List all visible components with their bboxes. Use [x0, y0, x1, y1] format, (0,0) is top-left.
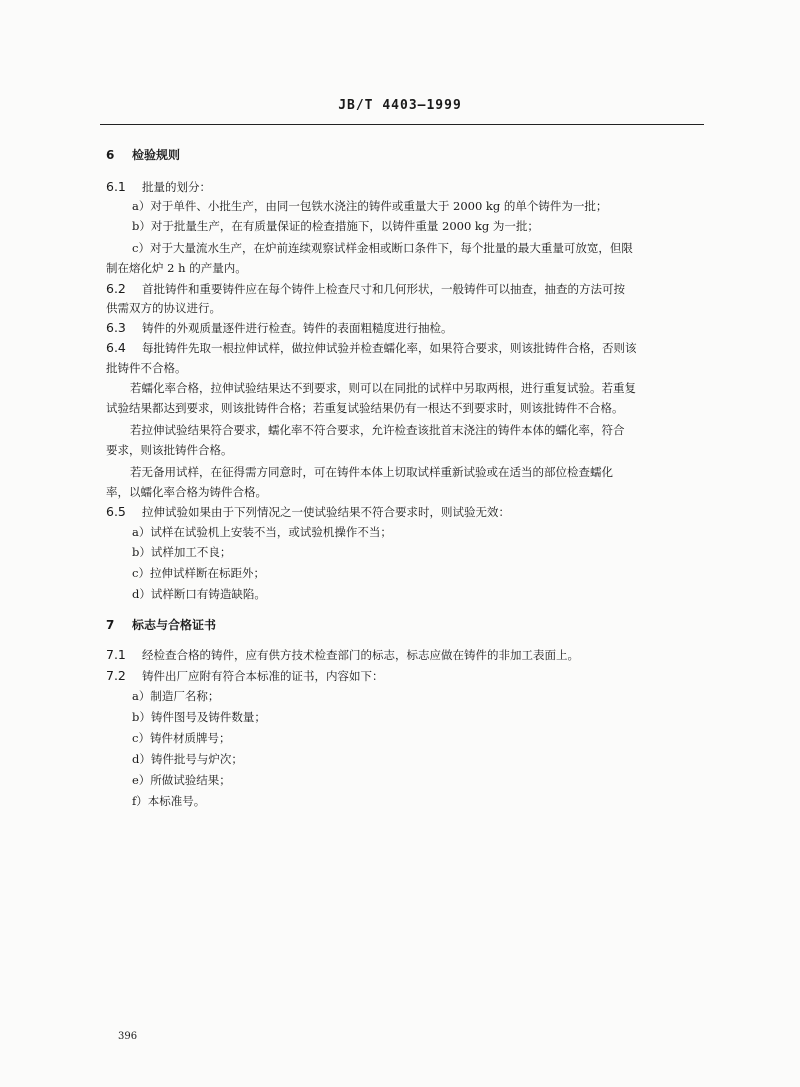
clause-number: 6.4	[106, 340, 126, 355]
paragraph: 若拉伸试验结果符合要求，蠕化率不符合要求，允许检查该批首末浇注的铸件本体的蠕化率，符合	[130, 423, 625, 437]
clause-number: 6.1	[106, 179, 126, 194]
section-6-heading	[106, 148, 180, 162]
clause-number: 6.2	[106, 281, 126, 296]
list-item: c）对于大量流水生产，在炉前连续观察试样金相或断口条件下，每个批量的最大重量可放宽，但限	[132, 241, 633, 255]
standard-code-header: JB/T 4403—1999	[338, 98, 462, 113]
clause-number: 6.3	[106, 320, 126, 335]
clause-text: 经检查合格的铸件，应有供方技术检查部门的标志，标志应做在铸件的非加工表面上。	[142, 648, 579, 662]
paragraph-continuation: 制在熔化炉 2 h 的产量内。	[106, 261, 247, 275]
paragraph-continuation: 供需双方的协议进行。	[106, 301, 221, 315]
section-7-heading	[106, 618, 216, 632]
list-item: a）对于单件、小批生产，由同一包铁水浇注的铸件或重量大于 2000 kg 的单个铸件为一批；	[132, 199, 608, 213]
clause-text: 每批铸件先取一根拉伸试样，做拉伸试验并检查蠕化率，如果符合要求，则该批铸件合格，否则该	[142, 341, 637, 355]
clause-text: 拉伸试验如果由于下列情况之一使试验结果不符合要求时，则试验无效：	[142, 505, 510, 519]
clause-number: 7.2	[106, 668, 126, 683]
paragraph: 若无备用试样，在征得需方同意时，可在铸件本体上切取试样重新试验或在适当的部位检查蠕化	[130, 465, 613, 479]
clause-7-2	[106, 669, 384, 683]
paragraph-continuation: 要求，则该批铸件合格。	[106, 443, 233, 457]
list-item: e）所做试验结果；	[132, 773, 231, 787]
clause-6-3	[106, 321, 453, 335]
clause-text: 铸件出厂应附有符合本标准的证书，内容如下：	[142, 669, 384, 683]
list-item: b）对于批量生产，在有质量保证的检查措施下，以铸件重量 2000 kg 为一批；	[132, 219, 539, 233]
page-number: 396	[118, 1031, 138, 1042]
clause-number: 7.1	[106, 647, 126, 662]
paragraph: 若蠕化率合格，拉伸试验结果达不到要求，则可以在同批的试样中另取两根，进行重复试验。若重复	[130, 381, 636, 395]
section-number: 6	[106, 148, 115, 162]
list-item: f）本标准号。	[132, 794, 206, 808]
paragraph-continuation: 试验结果都达到要求，则该批铸件合格；若重复试验结果仍有一根达不到要求时，则该批铸件不合格。	[106, 401, 624, 415]
section-title: 标志与合格证书	[132, 618, 217, 632]
list-item: d）铸件批号与炉次；	[132, 752, 243, 766]
clause-text: 首批铸件和重要铸件应在每个铸件上检查尺寸和几何形状，一般铸件可以抽查，抽查的方法可按	[142, 282, 625, 296]
clause-6-1	[106, 180, 211, 194]
clause-number: 6.5	[106, 504, 126, 519]
list-item: c）铸件材质牌号；	[132, 731, 231, 745]
clause-6-2	[106, 282, 625, 296]
paragraph-continuation: 率，以蠕化率合格为铸件合格。	[106, 485, 267, 499]
section-title: 检验规则	[132, 148, 181, 162]
list-item: b）铸件图号及铸件数量；	[132, 710, 266, 724]
list-item: a）制造厂名称；	[132, 689, 220, 703]
header-rule	[100, 124, 704, 125]
list-item: b）试样加工不良；	[132, 545, 232, 559]
clause-6-5	[106, 505, 510, 519]
list-item: c）拉伸试样断在标距外；	[132, 566, 265, 580]
list-item: a）试样在试验机上安装不当，或试验机操作不当；	[132, 525, 392, 539]
clause-text: 铸件的外观质量逐件进行检查。铸件的表面粗糙度进行抽检。	[142, 321, 453, 335]
clause-text: 批量的划分：	[142, 180, 211, 194]
list-item: d）试样断口有铸造缺陷。	[132, 587, 266, 601]
paragraph-continuation: 批铸件不合格。	[106, 361, 187, 375]
clause-7-1	[106, 648, 579, 662]
clause-6-4	[106, 341, 637, 355]
section-number: 7	[106, 618, 115, 632]
